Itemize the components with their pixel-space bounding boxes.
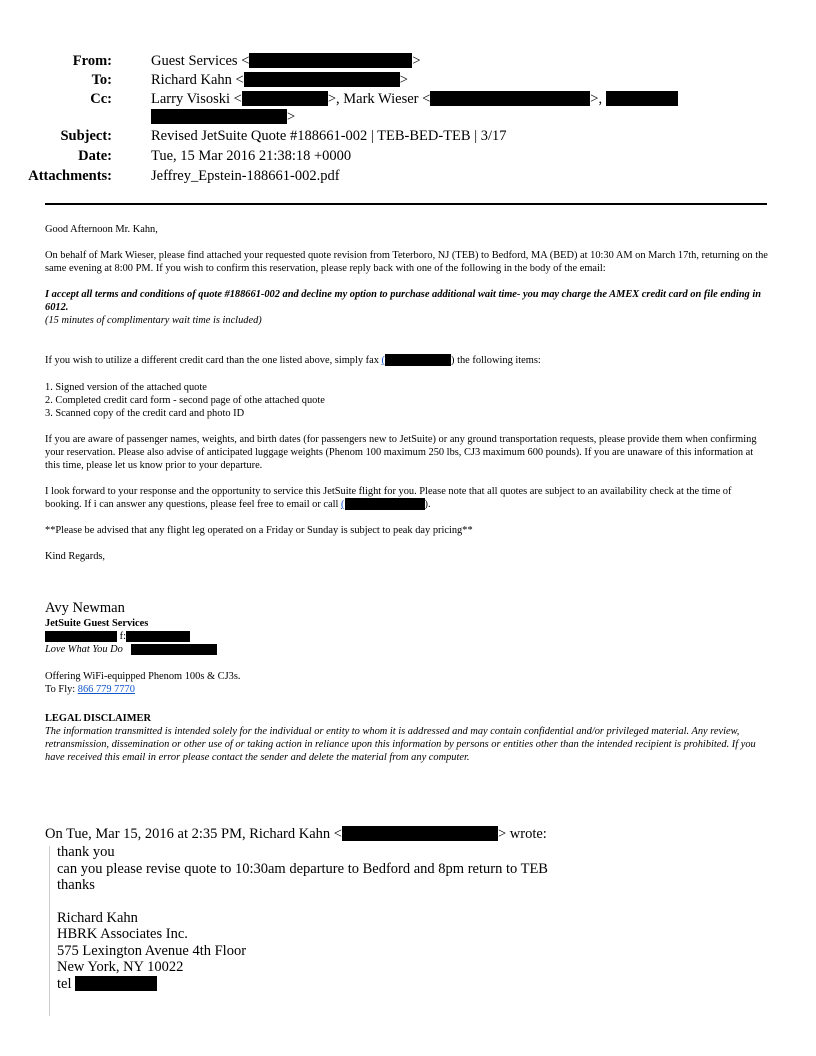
- tagline: [45, 643, 770, 657]
- acceptance-statement: I accept all terms and conditions of quote #188661-002 and decline my option to purchase additional wait time- you may charge the AMEX credit card on file ending in 6012.: [45, 289, 761, 313]
- quote-intro: [45, 826, 547, 843]
- redaction-box: [242, 91, 328, 106]
- fly-label: To Fly:: [45, 684, 78, 695]
- cc-name-2: >, Mark Wieser <: [327, 91, 431, 107]
- fax-link[interactable]: [382, 355, 451, 366]
- redaction-box: [131, 644, 217, 655]
- contact-line: [45, 630, 770, 643]
- phone-link[interactable]: [341, 499, 424, 510]
- wait-time-note: (15 minutes of complimentary wait time is included): [45, 315, 262, 326]
- legal-disclaimer: [45, 712, 773, 764]
- quoted-signature-address: 575 Lexington Avenue 4th Floor: [57, 942, 247, 959]
- header-divider: [45, 203, 767, 205]
- redaction-box: [249, 53, 412, 68]
- redaction-box: [606, 91, 678, 106]
- quoted-line: thank you: [57, 844, 115, 860]
- paragraph-closing: [45, 485, 770, 511]
- to-value: [151, 71, 408, 89]
- to-row: [0, 71, 780, 89]
- disclaimer-title: LEGAL DISCLAIMER: [45, 713, 151, 724]
- signature: [45, 600, 770, 696]
- to-name: Richard Kahn <: [151, 72, 244, 88]
- attachments-row: [0, 167, 780, 185]
- quoted-line: can you please revise quote to 10:30am departure to Bedford and 8pm return to TEB: [57, 860, 548, 877]
- sender-name: Avy Newman: [45, 600, 125, 616]
- redaction-box: [244, 72, 400, 87]
- sign-off: Kind Regards,: [45, 551, 106, 562]
- greeting: Good Afternoon Mr. Kahn,: [45, 224, 158, 235]
- redaction-box: [385, 354, 451, 366]
- to-label: To:: [91, 72, 112, 88]
- from-row: [0, 52, 780, 70]
- paren: (: [341, 499, 345, 510]
- quote-intro-end: > wrote:: [497, 826, 547, 842]
- from-label: From:: [72, 53, 112, 69]
- date-value: Tue, 15 Mar 2016 21:38:18 +0000: [151, 148, 352, 164]
- closing-text: I look forward to your response and the opportunity to service this JetSuite flight for you. Please note that all quotes are subject to an availability check at the time of booking. If i can answer any questions, please feel free to email or call: [45, 486, 732, 510]
- tel-label: tel: [57, 975, 76, 992]
- redaction-box: [75, 976, 157, 991]
- cc-value-continued: [151, 108, 295, 126]
- redaction-box: [126, 631, 190, 642]
- list-item: 1. Signed version of the attached quote: [45, 382, 207, 393]
- quoted-signature-company: HBRK Associates Inc.: [57, 926, 188, 942]
- date-label: Date:: [78, 148, 112, 164]
- list-item: 3. Scanned copy of the credit card and photo ID: [45, 408, 245, 419]
- attachments-label: Attachments:: [28, 168, 112, 184]
- cc-value: [151, 90, 678, 108]
- bracket: >,: [590, 91, 603, 107]
- redaction-box: [151, 109, 287, 124]
- subject-label: Subject:: [60, 128, 112, 144]
- quote-intro-text: On Tue, Mar 15, 2016 at 2:35 PM, Richard Kahn <: [45, 826, 342, 842]
- quoted-message: [57, 844, 548, 992]
- email-body: [45, 223, 770, 563]
- paren: (: [381, 355, 386, 366]
- bracket: >: [287, 109, 296, 125]
- paragraph-passengers: If you are aware of passenger names, weights, and birth dates (for passengers new to JetSuite) or any ground transportation requests, please provide them when confirming your reservation. Please also advise of anticipated luggage weights (Phenom 100 maximum 250 lbs, CJ3 maximum 600 pounds). If you are unaware of this information at this time, please let us know prior to your departure.: [45, 434, 757, 471]
- quoted-signature-city: New York, NY 10022: [57, 959, 184, 975]
- fax-text-end: ) the following items:: [451, 355, 541, 366]
- quoted-signature-tel: [57, 976, 548, 993]
- disclaimer-text: The information transmitted is intended solely for the individual or entity to whom it is addressed and may contain confidential and/or privileged material. Any review, retransmission, dissemination or other use of or taking action in reliance upon this information by persons or entities other than the intended recipient is prohibited. If you have received this email in error please contact the sender and delete the material from any computer.: [45, 726, 756, 763]
- redaction-box: [430, 91, 590, 106]
- paragraph-request: On behalf of Mark Wieser, please find attached your requested quote revision from Teterboro, NJ (TEB) to Bedford, MA (BED) at 10:30 AM on March 17th, returning on the same evening at 8:00 PM. If you wish to confirm this reservation, please reply back with one of the following in the body of the email:: [45, 250, 768, 274]
- offering-text: Offering WiFi-equipped Phenom 100s & CJ3s.: [45, 671, 241, 682]
- redaction-box: [45, 631, 117, 642]
- subject-row: [0, 127, 780, 145]
- tagline-text: Love What You Do: [45, 644, 123, 655]
- peak-pricing-note: **Please be advised that any flight leg operated on a Friday or Sunday is subject to peak day pricing**: [45, 525, 473, 536]
- company-name: JetSuite Guest Services: [45, 618, 149, 629]
- redaction-box: [345, 498, 425, 510]
- cc-row: [0, 90, 780, 108]
- fly-phone-link[interactable]: 866 779 7770: [77, 684, 135, 695]
- bracket: >: [412, 53, 421, 69]
- closing-text-end: ).: [424, 499, 431, 510]
- fax-text: If you wish to utilize a different credit card than the one listed above, simply fax: [45, 355, 382, 366]
- quoted-line: thanks: [57, 877, 95, 893]
- fax-instructions: [45, 354, 770, 367]
- date-row: [0, 147, 780, 165]
- cc-name-1: Larry Visoski <: [151, 91, 242, 107]
- from-value: [151, 52, 421, 70]
- fax-prefix: f:: [119, 631, 126, 642]
- cc-label: Cc:: [90, 91, 112, 107]
- bracket: >: [399, 72, 408, 88]
- list-item: 2. Completed credit card form - second page of othe attached quote: [45, 395, 325, 406]
- quoted-signature-name: Richard Kahn: [57, 909, 138, 926]
- redaction-box: [342, 826, 498, 841]
- cc-row-continued: [0, 108, 780, 126]
- from-name: Guest Services <: [151, 53, 250, 69]
- quote-bar: [49, 846, 50, 1016]
- attachment-link[interactable]: Jeffrey_Epstein-188661-002.pdf: [151, 168, 340, 184]
- subject-value: Revised JetSuite Quote #188661-002 | TEB-BED-TEB | 3/17: [151, 128, 507, 144]
- fly-line: [45, 683, 770, 696]
